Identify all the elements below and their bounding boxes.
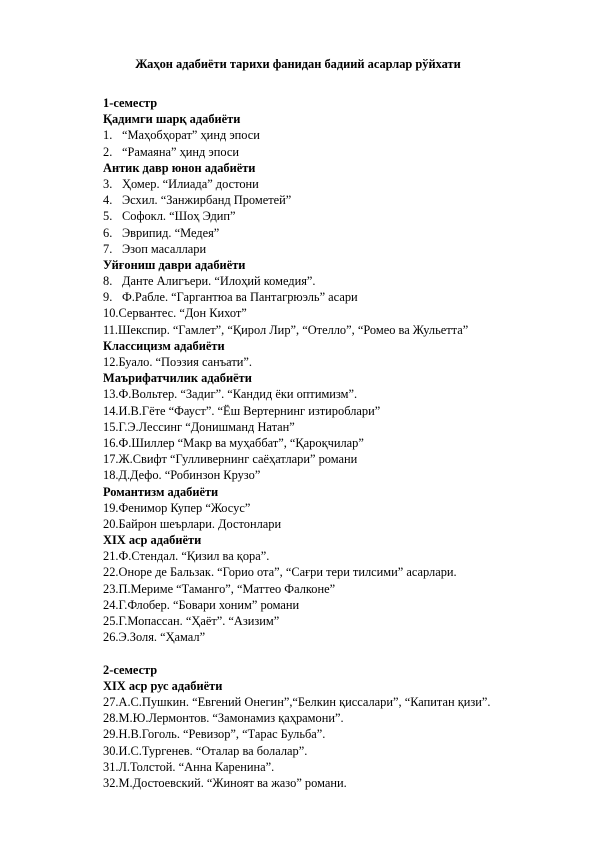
list-item-text: Буало. “Поэзия санъати”. xyxy=(118,355,252,369)
list-item xyxy=(103,354,583,370)
list-item-text: Д.Дефо. “Робинзон Крузо” xyxy=(118,468,261,483)
document-body xyxy=(103,95,583,791)
list-item-number: 31. xyxy=(103,759,119,774)
list-item-text: Э.Золя. “Ҳамал” xyxy=(118,630,206,645)
list-item xyxy=(103,597,583,613)
list-item xyxy=(103,386,583,402)
list-item xyxy=(103,500,583,516)
list-item-text: Г.Мопассан. “Ҳаёт”. “Азизим” xyxy=(118,614,280,628)
list-item-number: 26. xyxy=(103,630,119,645)
list-item-number: 23. xyxy=(103,581,119,596)
list-item-number: 28. xyxy=(103,711,119,726)
list-item xyxy=(103,208,583,224)
list-item xyxy=(103,451,583,467)
list-item-text: И.В.Гёте “Фауст”. “Ёш Вертернинг изтироблари” xyxy=(118,403,381,418)
list-item-text: М.Ю.Лермонтов. “Замонамиз қаҳрамони”. xyxy=(118,711,344,726)
list-item-number: 27. xyxy=(103,694,119,709)
list-item xyxy=(103,564,583,580)
list-item-number: 1. xyxy=(103,128,113,143)
list-item-number: 17. xyxy=(103,452,119,467)
list-item-text: Эврипид. “Медея” xyxy=(122,225,220,240)
list-item xyxy=(103,548,583,564)
list-item-number: 5. xyxy=(103,209,113,224)
list-item xyxy=(103,710,583,726)
list-item-text: М.Достоевский. “Жиноят ва жазо” романи. xyxy=(118,775,347,790)
list-item-text: И.С.Тургенев. “Оталар ва болалар”. xyxy=(118,743,308,758)
list-item-number: 21. xyxy=(103,549,119,564)
list-item-number: 18. xyxy=(103,468,119,483)
list-item-text: Данте Алигъери. “Илоҳий комедия”. xyxy=(122,274,316,289)
list-item-number: 29. xyxy=(103,727,119,742)
list-item-number: 3. xyxy=(103,176,113,191)
list-item xyxy=(103,629,583,645)
semester-gap xyxy=(103,645,583,661)
section-heading: Классицизм адабиёти xyxy=(103,338,225,353)
list-item xyxy=(103,775,583,791)
list-item xyxy=(103,581,583,597)
list-item-text: П.Мериме “Таманго”, “Маттео Фалконе” xyxy=(118,581,336,596)
list-item-number: 8. xyxy=(103,274,113,289)
list-item-number: 6. xyxy=(103,225,113,240)
list-item xyxy=(103,273,583,289)
semester-heading: 1-семестр xyxy=(103,96,158,110)
list-item-text: Фенимор Купер “Жосус” xyxy=(118,500,251,515)
list-item-number: 20. xyxy=(103,516,119,531)
section-heading: XIX аср рус адабиёти xyxy=(103,678,223,693)
list-item-number: 32. xyxy=(103,775,119,790)
list-item xyxy=(103,435,583,451)
list-item-number: 15. xyxy=(103,419,119,434)
list-item-text: Ф.Рабле. “Гаргантюа ва Пантагрюэль” асари xyxy=(122,290,358,305)
list-item-number: 10. xyxy=(103,306,119,321)
list-item xyxy=(103,322,583,338)
section-heading: XIX аср адабиёти xyxy=(103,533,202,548)
list-item-text: Оноре де Бальзак. “Горио ота”, “Сағри тери тилсими” асарлари. xyxy=(118,565,457,580)
list-item-text: Л.Толстой. “Анна Каренина”. xyxy=(118,759,275,774)
list-item-number: 24. xyxy=(103,597,119,612)
list-item-number: 13. xyxy=(103,387,119,402)
list-item-text: Г.Э.Лессинг “Донишманд Натан” xyxy=(118,419,295,434)
list-item-text: Байрон шеърлари. Достонлари xyxy=(118,516,282,531)
list-item-text: Ҳомер. “Илиада” достони xyxy=(122,176,259,191)
list-item-text: Ф.Стендал. “Қизил ва қора”. xyxy=(118,549,270,564)
list-item xyxy=(103,289,583,305)
section-heading: Романтизм адабиёти xyxy=(103,484,219,499)
list-item-text: “Маҳобҳорат” ҳинд эпоси xyxy=(122,128,260,143)
list-item xyxy=(103,613,583,629)
list-item-number: 4. xyxy=(103,193,113,208)
list-item-number: 19. xyxy=(103,500,119,515)
list-item-number: 7. xyxy=(103,241,113,256)
list-item xyxy=(103,305,583,321)
list-item-text: Г.Флобер. “Бовари хоним” романи xyxy=(118,597,300,612)
list-item xyxy=(103,144,583,160)
section-heading: Қадимги шарқ адабиёти xyxy=(103,112,241,127)
list-item-number: 16. xyxy=(103,435,119,450)
list-item-text: Софокл. “Шоҳ Эдип” xyxy=(122,209,236,224)
semester-heading: 2-семестр xyxy=(103,662,158,677)
list-item-number: 22. xyxy=(103,565,119,580)
list-item-text: “Рамаяна” ҳинд эпоси xyxy=(122,144,240,159)
list-item-number: 9. xyxy=(103,290,113,305)
list-item-number: 30. xyxy=(103,743,119,758)
list-item xyxy=(103,225,583,241)
list-item xyxy=(103,743,583,759)
list-item-number: 11. xyxy=(103,322,119,337)
list-item-number: 12. xyxy=(103,355,119,369)
document-title: Жаҳон адабиёти тарихи фанидан бадиий асарлар рўйхати xyxy=(135,57,461,71)
list-item xyxy=(103,726,583,742)
list-item xyxy=(103,759,583,775)
section-heading: Уйғониш даври адабиёти xyxy=(103,257,246,272)
list-item-number: 2. xyxy=(103,144,113,159)
list-item xyxy=(103,419,583,435)
list-item-number: 14. xyxy=(103,403,119,418)
list-item xyxy=(103,467,583,483)
list-item-number: 25. xyxy=(103,614,119,628)
list-item xyxy=(103,127,583,143)
list-item-text: А.С.Пушкин. “Евгений Онегин”,“Белкин қиссалари”, “Капитан қизи”. xyxy=(118,694,491,709)
list-item-text: Эзоп масаллари xyxy=(122,241,207,256)
section-heading: Антик давр юнон адабиёти xyxy=(103,160,256,175)
list-item xyxy=(103,176,583,192)
list-item xyxy=(103,403,583,419)
list-item-text: Шекспир. “Гамлет”, “Қирол Лир”, “Отелло”, “Ромео ва Жульетта” xyxy=(118,322,469,337)
list-item xyxy=(103,192,583,208)
list-item xyxy=(103,516,583,532)
list-item-text: Эсхил. “Занжирбанд Прометей” xyxy=(122,193,292,208)
list-item xyxy=(103,241,583,257)
list-item-text: Н.В.Гоголь. “Ревизор”, “Тарас Бульба”. xyxy=(118,727,326,742)
list-item-text: Ж.Свифт “Гулливернинг саёҳатлари” романи xyxy=(118,452,358,467)
list-item-text: Сервантес. “Дон Кихот” xyxy=(118,306,247,321)
list-item xyxy=(103,694,583,710)
list-item-text: Ф.Шиллер “Макр ва муҳаббат”, “Қароқчилар” xyxy=(118,435,364,450)
section-heading: Маърифатчилик адабиёти xyxy=(103,371,252,386)
list-item-text: Ф.Вольтер. “Задиг”. “Кандид ёки оптимизм”. xyxy=(118,387,358,402)
